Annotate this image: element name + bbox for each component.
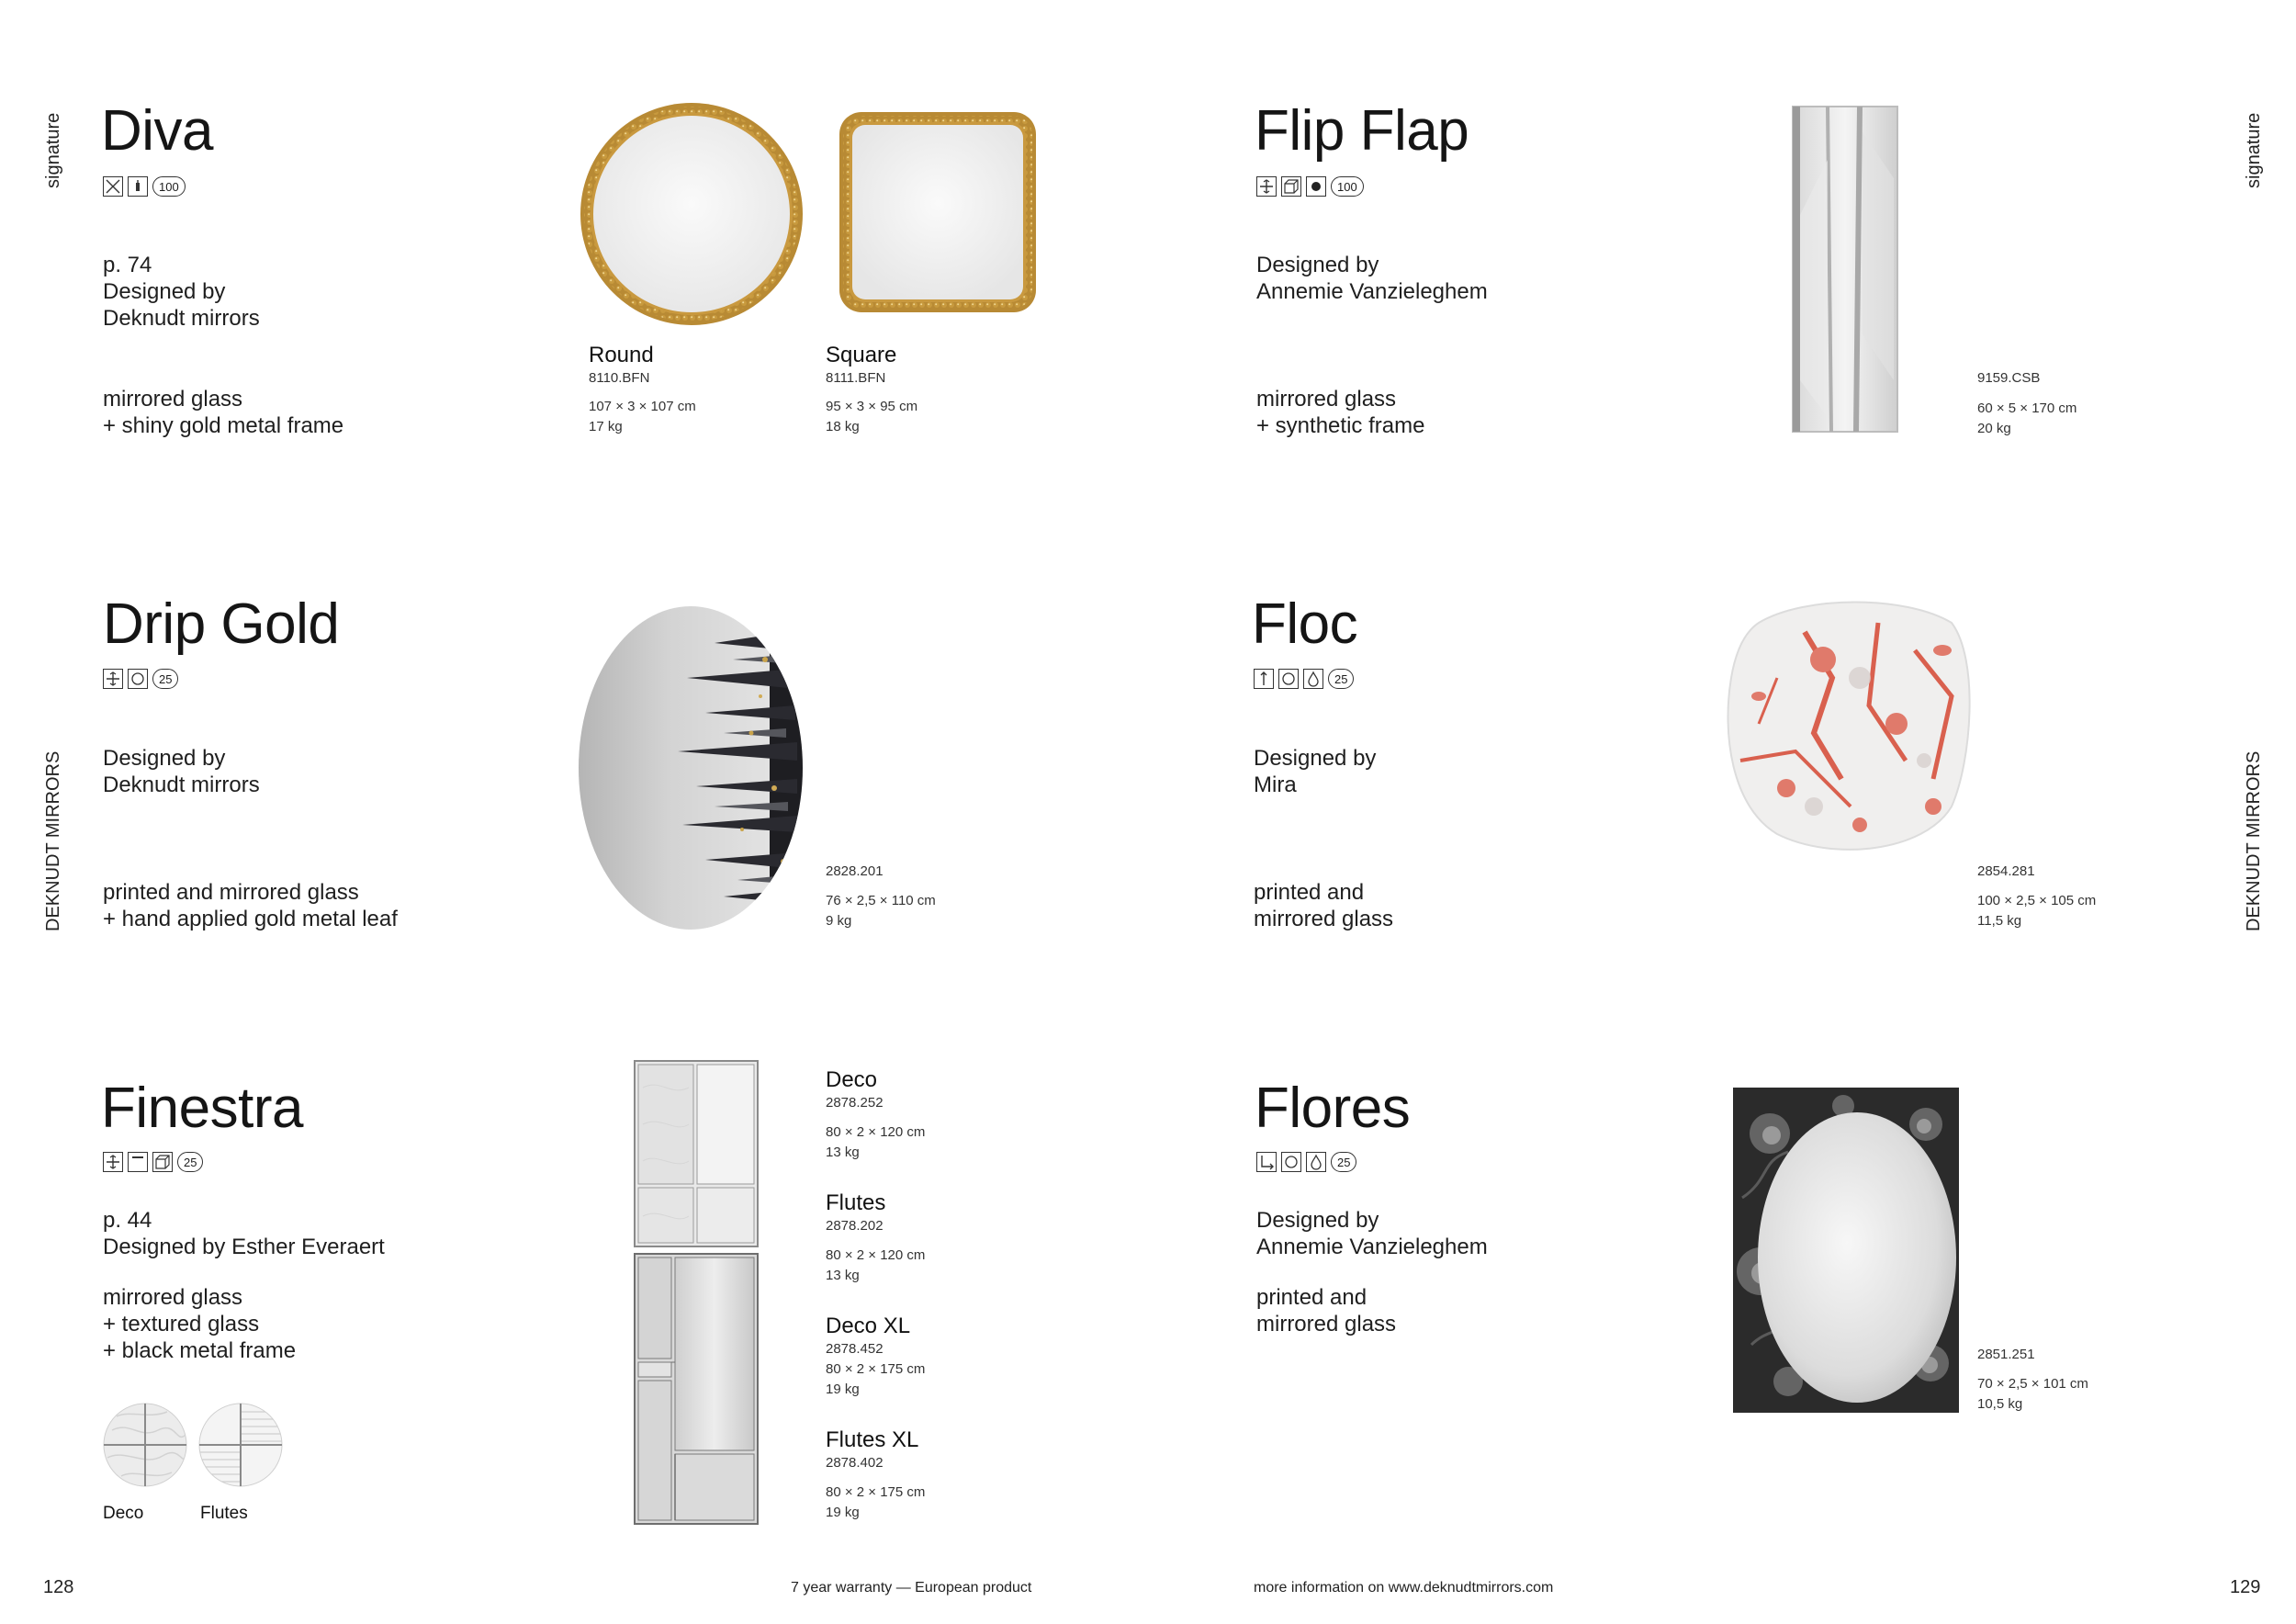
variant-dimensions: 80 × 2 × 120 cm [826,1247,926,1263]
variant-code: 8111.BFN [826,370,886,386]
top-bar-icon [128,1152,148,1172]
diagonal-hang-icon [103,176,123,197]
product-code: 2854.281 [1977,863,2035,879]
side-label-brand-right: DEKNUDT MIRRORS [2244,750,2264,931]
designer-label: Designed by [1256,253,1379,277]
product-info [103,1207,385,1260]
designer-name: Annemie Vanzieleghem [1256,279,1488,304]
variant-code: 2878.252 [826,1095,884,1111]
feature-icons [103,668,178,690]
page-reference: p. 74 [103,253,152,277]
finestra-xl-mirror-image [634,1253,759,1525]
round-shape-icon [128,669,148,689]
variant-dimensions: 80 × 2 × 120 cm [826,1124,926,1140]
variant-name: Deco [826,1067,878,1092]
material-info [103,386,343,439]
warranty-badge: 100 [1331,176,1364,197]
product-dimensions: 60 × 5 × 170 cm [1977,400,2077,416]
variant-weight: 13 kg [826,1145,860,1160]
dot-icon [1306,176,1326,197]
product-title: Finestra [101,1077,303,1140]
floc-mirror-image [1722,595,1972,858]
variant-code: 2878.452 [826,1341,884,1357]
flores-mirror-image [1733,1088,1959,1413]
designer-label: Designed by [1256,1208,1379,1233]
variant-weight: 19 kg [826,1505,860,1520]
variant-name: Square [826,343,897,367]
warranty-badge: 25 [152,669,178,689]
depth-box-icon [152,1152,173,1172]
side-label-signature-left: signature [43,112,63,188]
product-info [103,745,260,798]
product-title: Diva [101,99,214,163]
deco-glass-swatch [103,1403,187,1487]
cross-hang-icon [103,1152,123,1172]
feature-icons [103,175,186,197]
material-line: + black metal frame [103,1338,297,1363]
feature-icons [1256,175,1364,197]
diva-round-mirror-image [579,101,805,327]
product-code: 9159.CSB [1977,370,2041,386]
variant-dimensions: 107 × 3 × 107 cm [589,399,696,414]
designer-label: Designed by [103,279,226,304]
feature-icons [103,1151,203,1173]
website-link[interactable]: more information on www.deknudtmirrors.com [1254,1580,1554,1596]
swatch-label: Flutes [200,1504,248,1523]
swatch-label: Deco [103,1504,144,1523]
material-line: mirrored glass [103,387,243,412]
side-label-signature-right: signature [2244,112,2264,188]
designer-name: Mira [1254,773,1297,797]
flutes-glass-swatch [198,1403,283,1487]
variant-name: Round [589,343,654,367]
material-info [1254,879,1393,932]
product-code: 2851.251 [1977,1347,2035,1362]
designer-name: Designed by Esther Everaert [103,1235,385,1259]
product-weight: 11,5 kg [1977,913,2022,929]
variant-weight: 18 kg [826,419,860,434]
variant-weight: 13 kg [826,1268,860,1283]
product-title: Flip Flap [1255,99,1469,163]
warranty-badge: 25 [1331,1152,1356,1172]
warranty-badge: 100 [152,176,186,197]
product-code: 2828.201 [826,863,884,879]
finestra-mirror-image [634,1060,759,1247]
material-line: + synthetic frame [1256,413,1425,438]
warranty-note: 7 year warranty — European product [791,1580,1032,1596]
product-info [103,252,260,332]
product-title: Floc [1252,592,1358,656]
variant-name: Flutes [826,1190,886,1215]
product-info [1254,745,1376,798]
round-shape-icon [1281,1152,1301,1172]
material-line: mirrored glass [103,1285,243,1310]
variant-weight: 17 kg [589,419,623,434]
product-dimensions: 70 × 2,5 × 101 cm [1977,1376,2088,1392]
product-dimensions: 76 × 2,5 × 110 cm [826,893,936,908]
page-number-left: 128 [43,1577,74,1597]
material-line: + shiny gold metal frame [103,413,344,438]
product-weight: 10,5 kg [1977,1396,2023,1412]
product-title: Flores [1255,1077,1411,1140]
diva-square-mirror-image [838,110,1038,314]
feature-icons [1254,668,1354,690]
feature-icons [1256,1151,1356,1173]
designer-name: Deknudt mirrors [103,306,260,331]
variant-code: 2878.402 [826,1455,884,1471]
variant-dimensions: 80 × 2 × 175 cm [826,1484,926,1500]
variant-code: 2878.202 [826,1218,884,1234]
material-line: mirrored glass [1254,907,1394,931]
variant-dimensions: 80 × 2 × 175 cm [826,1361,926,1377]
round-shape-icon [1278,669,1299,689]
material-line: printed and [1256,1285,1367,1310]
designer-name: Deknudt mirrors [103,773,260,797]
drop-icon [1303,669,1323,689]
material-info [103,1284,296,1364]
corner-hang-icon [1256,1152,1277,1172]
warranty-badge: 25 [177,1152,203,1172]
page-number-right: 129 [2230,1577,2261,1597]
lamp-icon [128,176,148,197]
cross-hang-icon [103,669,123,689]
product-title: Drip Gold [103,592,340,656]
variant-dimensions: 95 × 3 × 95 cm [826,399,918,414]
depth-box-icon [1281,176,1301,197]
side-label-brand-left: DEKNUDT MIRRORS [43,750,63,931]
vertical-hang-icon [1254,669,1274,689]
drip-gold-mirror-image [577,604,805,931]
designer-label: Designed by [103,746,226,771]
material-line: printed and [1254,880,1365,905]
material-line: + textured glass [103,1312,260,1336]
warranty-badge: 25 [1328,669,1354,689]
material-info [1256,386,1424,439]
variant-name: Flutes XL [826,1427,919,1452]
designer-name: Annemie Vanzieleghem [1256,1235,1488,1259]
product-info [1256,252,1488,305]
material-line: mirrored glass [1256,1312,1397,1336]
variant-code: 8110.BFN [589,370,650,386]
designer-label: Designed by [1254,746,1377,771]
product-weight: 20 kg [1977,421,2011,436]
material-info [103,879,398,932]
material-line: mirrored glass [1256,387,1397,412]
material-line: + hand applied gold metal leaf [103,907,398,931]
page-reference: p. 44 [103,1208,152,1233]
material-info [1256,1284,1396,1337]
drop-icon [1306,1152,1326,1172]
variant-weight: 19 kg [826,1382,860,1397]
product-weight: 9 kg [826,913,852,929]
product-dimensions: 100 × 2,5 × 105 cm [1977,893,2097,908]
product-info [1256,1207,1488,1260]
flip-flap-mirror-image [1791,105,1899,434]
variant-name: Deco XL [826,1314,911,1338]
material-line: printed and mirrored glass [103,880,359,905]
cross-hang-icon [1256,176,1277,197]
